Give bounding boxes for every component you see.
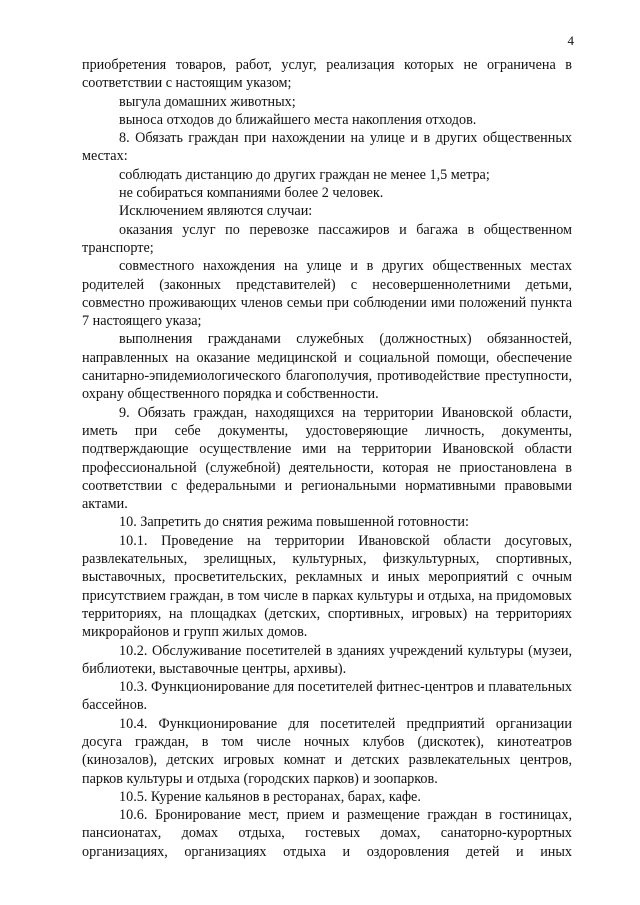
paragraph: 10. Запретить до снятия режима повышенной готовности: (119, 514, 469, 531)
paragraph: Исключением являются случаи: (119, 203, 313, 220)
page-number: 4 (567, 33, 574, 48)
paragraph: выполнения гражданами служебных (должностных) обязанностей, направленных на оказание медицинской и социальной помощи, обеспечение санитарно-эпидемиологического благополучия, противодействие преступности, охрану общественного порядка и собственности. (82, 331, 572, 403)
paragraph: выноса отходов до ближайшего места накопления отходов. (119, 111, 477, 128)
document-body (82, 56, 572, 861)
paragraph: совместного нахождения на улице и в других общественных местах родителей (законных представителей) с несовершеннолетними детьми, совместно проживающих членов семьи при соблюдении ими положений пункта 7 настоящего указа; (82, 258, 572, 330)
paragraph: 8. Обязать граждан при нахождении на улице и в других общественных местах: (82, 130, 572, 165)
paragraph: оказания услуг по перевозке пассажиров и багажа в общественном транспорте; (82, 221, 572, 256)
paragraph: 10.4. Функционирование для посетителей предприятий организации досуга граждан, в том числе ночных клубов (дискотек), кинотеатров (кинозалов), детских игровых комнат и детских развлекательных центров, парков культуры и отдыха (городских парков) и зоопарков. (82, 715, 572, 787)
paragraph: не собираться компаниями более 2 человек. (119, 185, 384, 202)
paragraph: 9. Обязать граждан, находящихся на территории Ивановской области, иметь при себе документы, удостоверяющие личность, документы, подтверждающие осуществление ими на территории Ивановской области профессиональной (служебной) деятельности, которая не приостановлена в соответствии с федеральными и региональными нормативными правовыми актами. (82, 404, 572, 513)
paragraph: 10.2. Обслуживание посетителей в зданиях учреждений культуры (музеи, библиотеки, выставочные центры, архивы). (82, 642, 572, 677)
paragraph: выгула домашних животных; (119, 93, 296, 110)
paragraph: 10.1. Проведение на территории Ивановской области досуговых, развлекательных, зрелищных, культурных, физкультурных, спортивных, выставочных, просветительских, рекламных и иных мероприятий с очным присутствием граждан, в том числе в парках культуры и отдыха, на придомовых территориях, на площадках (детских, спортивных, игровых) на территориях микрорайонов и групп жилых домов. (82, 532, 572, 641)
paragraph: соблюдать дистанцию до других граждан не менее 1,5 метра; (119, 166, 490, 183)
paragraph: 10.3. Функционирование для посетителей фитнес-центров и плавательных бассейнов. (82, 679, 572, 714)
paragraph: 10.5. Курение кальянов в ресторанах, барах, кафе. (119, 788, 421, 805)
paragraph: 10.6. Бронирование мест, прием и размещение граждан в гостиницах, пансионатах, домах отдыха, гостевых домах, санаторно-курортных организациях, организациях отдыха и оздоровления детей и иных (82, 807, 572, 860)
paragraph: приобретения товаров, работ, услуг, реализация которых не ограничена в соответствии с настоящим указом; (82, 57, 572, 92)
